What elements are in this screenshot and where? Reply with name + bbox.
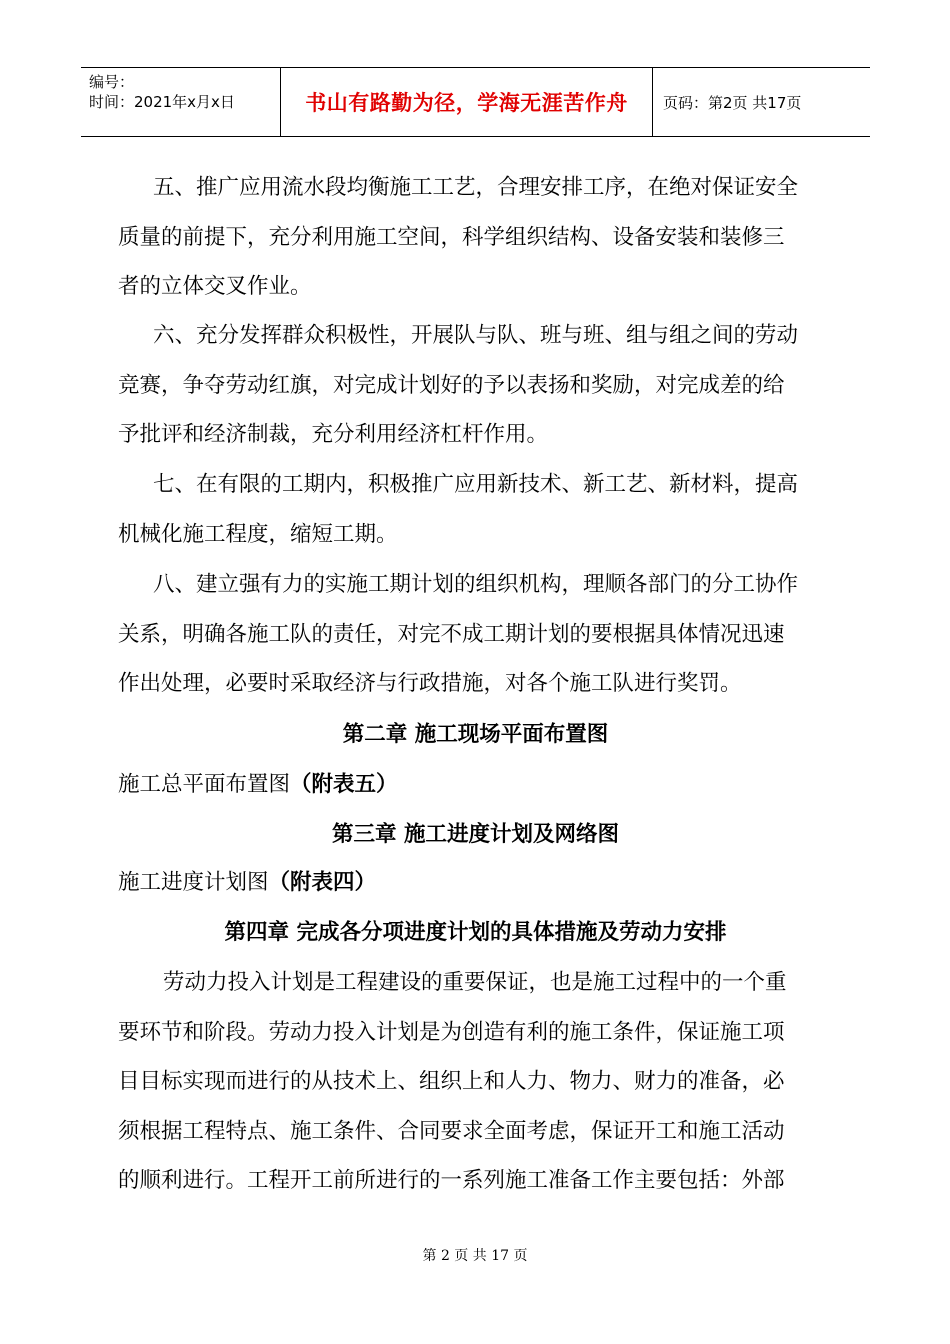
chapter-4-paragraph	[118, 958, 833, 1206]
paragraph-line: 五、推广应用流水段均衡施工工艺，合理安排工序，在绝对保证安全	[153, 175, 799, 200]
doc-number-label: 编号：	[89, 73, 135, 91]
paragraph-line: 劳动力投入计划是工程建设的重要保证，也是施工过程中的一个重	[163, 970, 787, 995]
section-6-paragraph	[118, 311, 833, 460]
paragraph-line: 关系，明确各施工队的责任，对完不成工期计划的要根据具体情况迅速	[118, 621, 785, 647]
page-header	[81, 67, 870, 137]
paragraph-line: 八、建立强有力的实施工期计划的组织机构，理顺各部门的分工协作	[153, 572, 799, 597]
paragraph-line: 机械化施工程度，缩短工期。	[118, 521, 398, 547]
header-meta	[81, 68, 281, 136]
header-page-cell	[653, 68, 870, 136]
chapter-3-item-ref: （附表四）	[268, 870, 377, 895]
paragraph-line: 质量的前提下，充分利用施工空间，科学组织结构、设备安装和装修三	[118, 224, 785, 250]
paragraph-line: 七、在有限的工期内，积极推广应用新技术、新工艺、新材料，提高	[153, 472, 799, 497]
section-5-paragraph	[118, 163, 833, 312]
chapter-2-item-ref: （附表五）	[290, 772, 398, 797]
header-motto-cell	[281, 68, 653, 136]
paragraph-line: 的顺利进行。工程开工前所进行的一系列施工准备工作主要包括：外部	[118, 1168, 785, 1193]
section-8-paragraph	[118, 560, 833, 709]
chapter-3-item	[118, 868, 376, 898]
chapter-3-heading: 第三章 施工进度计划及网络图	[332, 822, 619, 847]
doc-time-label: 时间：2021年x月x日	[89, 93, 235, 111]
chapter-3-item-text: 施工进度计划图	[118, 870, 269, 895]
section-7-paragraph	[118, 460, 833, 559]
chapter-2-item	[118, 770, 398, 800]
paragraph-line: 竞赛，争夺劳动红旗，对完成计划好的予以表扬和奖励，对完成差的给	[118, 372, 785, 398]
header-motto: 书山有路勤为径，学海无涯苦作舟	[305, 91, 628, 115]
paragraph-line: 作出处理，必要时采取经济与行政措施，对各个施工队进行奖罚。	[118, 671, 742, 696]
paragraph-line: 目目标实现而进行的从技术上、组织上和人力、物力、财力的准备，必	[118, 1069, 785, 1094]
paragraph-line: 予批评和经济制裁，充分利用经济杠杆作用。	[118, 422, 549, 447]
paragraph-line: 须根据工程特点、施工条件、合同要求全面考虑，保证开工和施工活动	[118, 1118, 785, 1144]
paragraph-line: 六、充分发挥群众积极性，开展队与队、班与班、组与组之间的劳动	[153, 323, 799, 348]
chapter-2-item-text: 施工总平面布置图	[118, 772, 291, 797]
paragraph-line: 者的立体交叉作业。	[118, 274, 312, 299]
chapter-2-heading: 第二章 施工现场平面布置图	[342, 722, 609, 747]
paragraph-line: 要环节和阶段。劳动力投入计划是为创造有利的施工条件，保证施工项	[118, 1019, 785, 1045]
page-footer: 第 2 页 共 17 页	[422, 1248, 528, 1264]
chapter-4-heading: 第四章 完成各分项进度计划的具体措施及劳动力安排	[224, 920, 727, 945]
header-page-number: 页码：第2页 共17页	[663, 93, 802, 112]
